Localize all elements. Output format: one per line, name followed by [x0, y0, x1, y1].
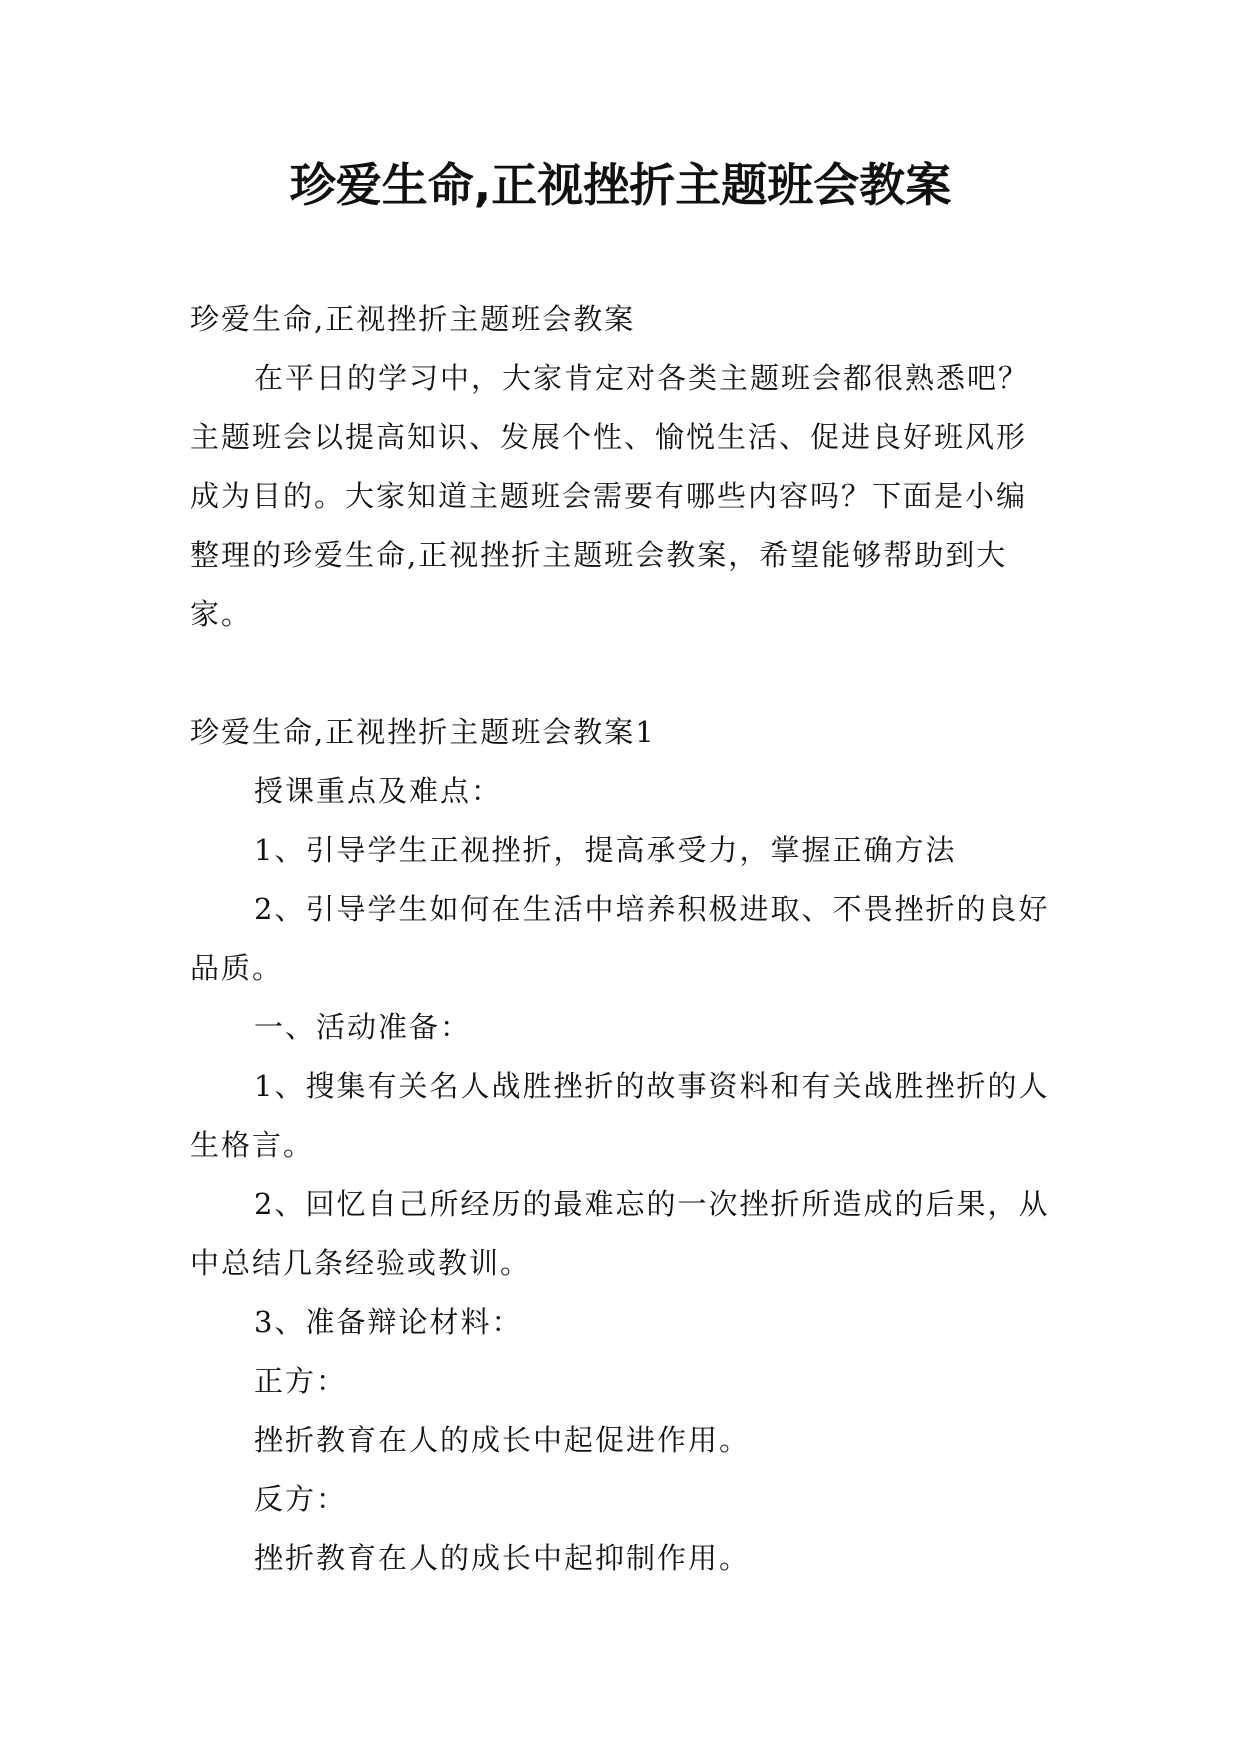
paragraph-subtitle: 珍爱生命,正视挫折主题班会教案	[190, 302, 636, 336]
paragraph-negative-text: 挫折教育在人的成长中起抑制作用。	[254, 1541, 751, 1575]
document-title: 珍爱生命,正视挫折主题班会教案	[289, 158, 952, 212]
list-item-point-1: 1、引导学生正视挫折，提高承受力，掌握正确方法	[254, 833, 957, 867]
paragraph-activity-prep: 一、活动准备：	[254, 1010, 472, 1044]
paragraph-intro: 在平日的学习中，大家肯定对各类主题班会都很熟悉吧？主题班会以提高知识、发展个性、愉悦生活、促进良好班风形成为目的。大家知道主题班会需要有哪些内容吗？下面是小编整理的珍爱生命,正视挫折主题班会教案，希望能够帮助到大家。	[190, 361, 1030, 631]
paragraph-affirmative-label: 正方：	[254, 1364, 348, 1398]
list-item-prep-3: 3、准备辩论材料：	[254, 1305, 523, 1339]
document-body	[190, 290, 1052, 1588]
paragraph-key-points: 授课重点及难点：	[254, 774, 503, 808]
list-item-prep-1: 1、搜集有关名人战胜挫折的故事资料和有关战胜挫折的人生格言。	[190, 1069, 1050, 1162]
section-heading: 珍爱生命,正视挫折主题班会教案1	[190, 715, 656, 749]
paragraph-affirmative-text: 挫折教育在人的成长中起促进作用。	[254, 1423, 751, 1457]
spacer	[190, 644, 1052, 703]
list-item-prep-2: 2、回忆自己所经历的最难忘的一次挫折所造成的后果，从中总结几条经验或教训。	[190, 1187, 1050, 1280]
paragraph-negative-label: 反方：	[254, 1482, 348, 1516]
list-item-point-2: 2、引导学生如何在生活中培养积极进取、不畏挫折的良好品质。	[190, 892, 1050, 985]
